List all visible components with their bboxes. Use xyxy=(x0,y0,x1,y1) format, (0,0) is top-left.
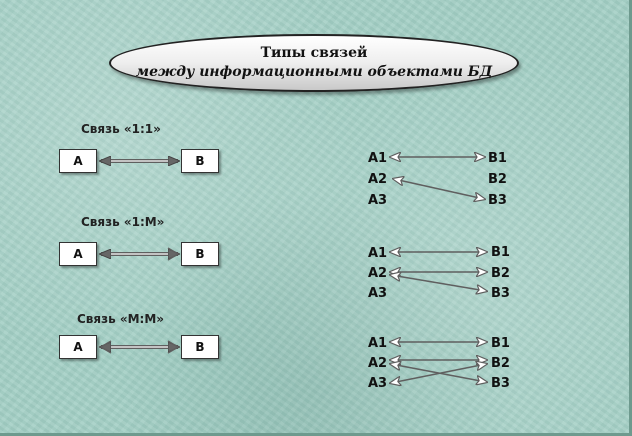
section-3-b3: B3 xyxy=(491,376,510,391)
section-2-b2: B2 xyxy=(491,266,510,281)
section-2-a1: A1 xyxy=(368,246,388,261)
section-1-entity-b-text: B xyxy=(195,154,205,168)
section-3-instance-arrows xyxy=(391,342,486,383)
section-3-b1: B1 xyxy=(491,336,510,351)
section-3-entity-a-text: A xyxy=(73,340,83,354)
section-1-b1: B1 xyxy=(488,151,507,166)
section-3-a3: A3 xyxy=(368,376,388,391)
section-1-entity-a-text: A xyxy=(73,154,83,168)
section-3-entity-arrow xyxy=(101,341,178,353)
section-1-b3: B3 xyxy=(488,193,507,208)
section-3-a1: A1 xyxy=(368,336,388,351)
section-3-label: Связь «M:M» xyxy=(77,312,165,326)
title-line-2: между информационными объектами БД xyxy=(135,64,493,80)
section-3-b2: B2 xyxy=(491,356,510,371)
section-1-a3: A3 xyxy=(368,193,388,208)
section-2-label: Связь «1:M» xyxy=(81,215,165,229)
section-2-instance-arrows xyxy=(391,252,486,291)
section-3-a2: A2 xyxy=(368,356,388,371)
section-1-a2: A2 xyxy=(368,172,388,187)
section-2-entity-b-text: B xyxy=(195,247,205,261)
section-1-a1: A1 xyxy=(368,151,388,166)
title-line-1: Типы связей xyxy=(260,45,368,61)
section-1-b2: B2 xyxy=(488,172,507,187)
section-2-a2: A2 xyxy=(368,266,388,281)
section-1-instance-arrows xyxy=(391,157,484,199)
section-2-b1: B1 xyxy=(491,245,510,260)
section-2-entity-a-text: A xyxy=(73,247,83,261)
section-3-entity-b-text: B xyxy=(195,340,205,354)
section-2-a3: A3 xyxy=(368,286,388,301)
section-2-entity-arrow xyxy=(101,248,178,260)
section-1-label: Связь «1:1» xyxy=(81,122,161,136)
section-2-b3: B3 xyxy=(491,286,510,301)
